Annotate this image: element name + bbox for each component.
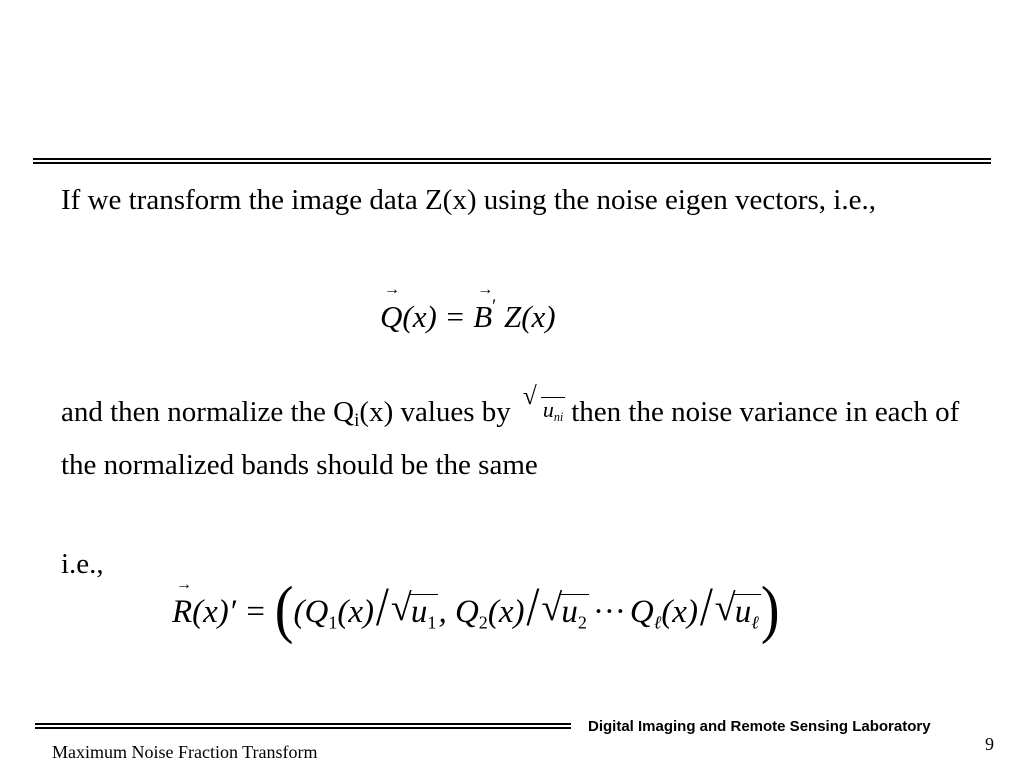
- term1: (Q: [293, 594, 329, 630]
- p2-subscript-i: i: [354, 410, 360, 431]
- u1-var: u: [410, 594, 428, 630]
- term2-arg: (x): [487, 594, 525, 630]
- r-vector-symbol: → R: [172, 594, 192, 631]
- q-vector-symbol: → Q: [380, 299, 402, 335]
- equation-r-normalized: [172, 574, 780, 646]
- fraction-slash-1: /: [376, 575, 389, 638]
- term1-arg: (x): [337, 594, 375, 630]
- sqrt-u2: √ u2: [541, 587, 587, 633]
- p2-text-before: and then normalize the Q: [61, 396, 355, 428]
- u2-sub: 2: [577, 612, 587, 633]
- p2-text-mid: (x) values by: [359, 396, 511, 428]
- lab-name: Digital Imaging and Remote Sensing Laboratory: [588, 718, 931, 735]
- paragraph-ie: i.e.,: [61, 548, 104, 580]
- term3-sub: ℓ: [653, 612, 662, 633]
- sqrt-sub-ni: ni: [553, 410, 564, 425]
- footer-title: Maximum Noise Fraction Transform: [52, 742, 318, 762]
- ellipsis-dots: ···: [592, 594, 626, 630]
- page-number: 9: [985, 734, 994, 754]
- sqrt-u1: √ u1: [390, 587, 437, 633]
- equation-q-transform: [380, 296, 556, 335]
- eq1-lhs-argument: (x) =: [402, 298, 474, 334]
- sqrt-u-ell: √ uℓ: [714, 587, 759, 633]
- paragraph-transform: If we transform the image data Z(x) using the noise eigen vectors, i.e.,: [61, 184, 876, 216]
- right-big-paren: ): [760, 574, 780, 646]
- header-rule-top: [33, 158, 991, 160]
- sqrt-u-ni: √ uni: [522, 382, 564, 425]
- term3: Q: [629, 594, 654, 630]
- term1-sub: 1: [328, 612, 338, 633]
- term2-sub: 2: [478, 612, 488, 633]
- fraction-slash-3: /: [699, 575, 713, 638]
- term3-arg: (x): [661, 594, 698, 630]
- u3-sub: ℓ: [751, 612, 759, 633]
- u2-var: u: [561, 594, 578, 630]
- sqrt-var: u: [542, 397, 554, 422]
- footer-rule-bottom: [35, 727, 571, 729]
- fraction-slash-2: /: [526, 575, 540, 638]
- u3-var: u: [734, 594, 752, 630]
- header-rule-bottom: [33, 162, 991, 164]
- paragraph-normalize: [61, 382, 961, 487]
- footer-rule-top: [35, 723, 571, 725]
- eq2-lhs-rest: (x)′ =: [192, 594, 275, 630]
- term2: , Q: [438, 594, 479, 630]
- prime-symbol: ′: [492, 296, 497, 317]
- b-vector-symbol: → B: [473, 299, 492, 335]
- eq1-rhs: Z(x): [503, 298, 556, 334]
- p2-text-after: then the noise variance in each of the normalized bands should be the same: [61, 396, 960, 481]
- u1-sub: 1: [427, 612, 437, 633]
- left-big-paren: (: [274, 574, 294, 646]
